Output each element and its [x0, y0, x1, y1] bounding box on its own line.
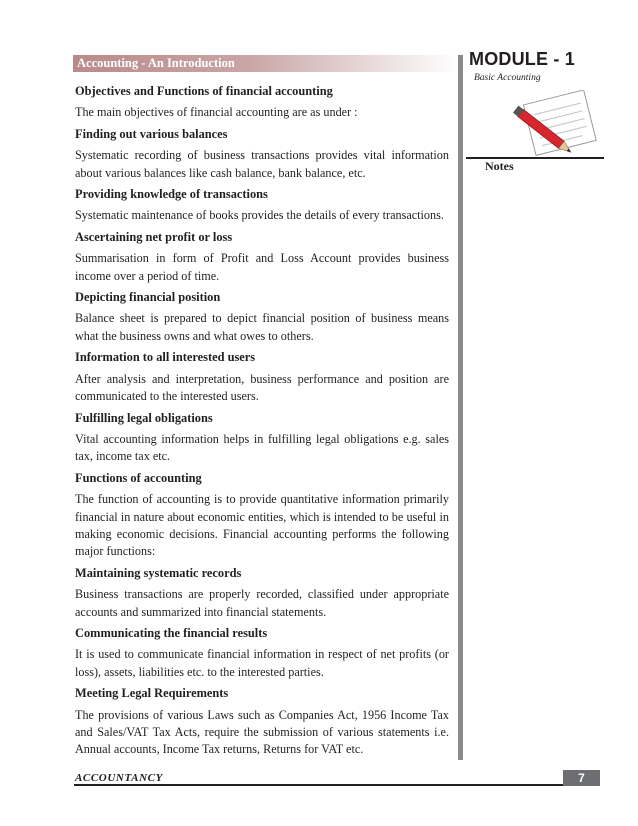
section-heading: Providing knowledge of transactions: [75, 187, 268, 202]
section-heading: Functions of accounting: [75, 470, 202, 485]
chapter-title: Accounting - An Introduction: [77, 56, 235, 70]
footer-subject: ACCOUNTANCY: [75, 772, 163, 784]
footer-rule: [74, 784, 600, 786]
section-heading: Finding out various balances: [75, 126, 228, 141]
margin-divider: [458, 55, 463, 760]
page-number: 7: [578, 771, 585, 785]
section-paragraph: Systematic recording of business transactions provides vital information about various balances like cash balance, bank balance, etc.: [75, 148, 449, 180]
section-heading: Maintaining systematic records: [75, 565, 242, 580]
notes-pencil-icon: [500, 90, 610, 165]
section-paragraph: Business transactions are properly recorded, classified under appropriate accounts and summarized into financial statements.: [75, 587, 449, 619]
section-paragraph: Summarisation in form of Profit and Loss Account provides business income over a period of time.: [75, 251, 449, 283]
notes-label: Notes: [485, 159, 514, 173]
module-subtitle: Basic Accounting: [474, 73, 541, 83]
section-paragraph: Systematic maintenance of books provides the details of every transactions.: [75, 208, 444, 223]
section-paragraph: Vital accounting information helps in fulfilling legal obligations e.g. sales tax, income tax etc.: [75, 431, 449, 464]
section-paragraph: It is used to communicate financial information in respect of net profits (or loss), assets, liabilities etc. to the interested parties.: [75, 647, 449, 679]
main-content: [75, 83, 449, 763]
section-heading: Information to all interested users: [75, 350, 256, 365]
section-paragraph: The function of accounting is to provide quantitative information primarily financial in nature about economic entities, which is intended to be useful in making economic decisions. Financial accounting performs the following major functions:: [75, 492, 449, 559]
section-heading: Meeting Legal Requirements: [75, 686, 229, 701]
section-heading: Objectives and Functions of financial accounting: [75, 84, 333, 98]
section-paragraph: The main objectives of financial accounting are as under :: [75, 105, 358, 120]
module-title: MODULE - 1: [469, 49, 576, 69]
section-paragraph: The provisions of various Laws such as Companies Act, 1956 Income Tax and Sales/VAT Tax Acts, require the submission of various statements i.e. Annual accounts, Income Tax returns, Returns for VAT etc.: [75, 707, 449, 757]
section-heading: Fulfilling legal obligations: [75, 410, 213, 425]
section-heading: Depicting financial position: [75, 290, 221, 305]
section-paragraph: After analysis and interpretation, business performance and position are communicated to the interested users.: [75, 371, 449, 404]
section-paragraph: Balance sheet is prepared to depict financial position of business means what the business owns and what owes to others.: [75, 311, 449, 343]
section-heading: Communicating the financial results: [75, 625, 268, 640]
section-heading: Ascertaining net profit or loss: [75, 229, 233, 244]
